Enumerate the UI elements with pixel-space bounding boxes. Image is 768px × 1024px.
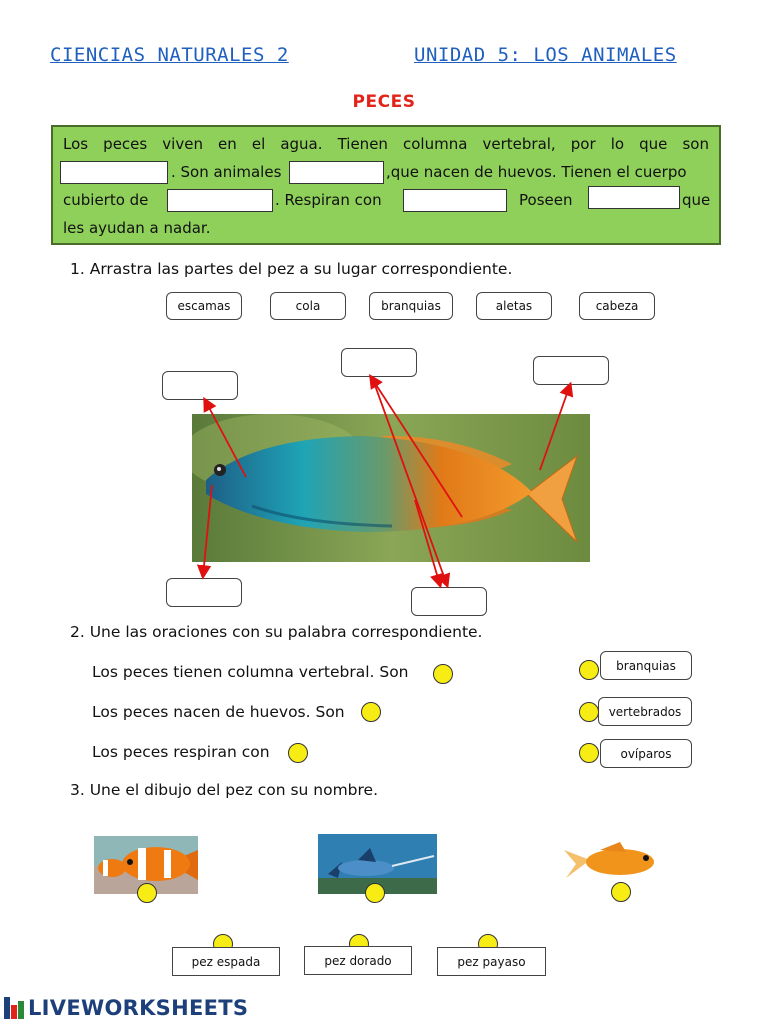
- intro-text-3b: . Respiran con: [275, 191, 382, 209]
- match-dot-swordfish[interactable]: [365, 883, 385, 903]
- sentence-3: Los peces respiran con: [92, 743, 270, 761]
- word-oviparos: ovíparos: [600, 739, 692, 768]
- intro-text-2b: ,que nacen de huevos. Tienen el cuerpo: [386, 163, 687, 181]
- dropzone-bottom-left[interactable]: [166, 578, 242, 607]
- liveworksheets-logo-icon: [4, 997, 24, 1019]
- word-branquias: branquias: [600, 651, 692, 680]
- match-dot-sentence-3[interactable]: [288, 743, 308, 763]
- question-2: 2. Une las oraciones con su palabra correspondiente.: [70, 623, 483, 641]
- match-dot-word-1[interactable]: [579, 660, 599, 680]
- chip-cabeza[interactable]: cabeza: [579, 292, 655, 320]
- chip-cola[interactable]: cola: [270, 292, 346, 320]
- chip-aletas[interactable]: aletas: [476, 292, 552, 320]
- dropzone-top-left[interactable]: [162, 371, 238, 400]
- dropzone-top-middle[interactable]: [341, 348, 417, 377]
- goldfish-image: [560, 836, 665, 886]
- rainbowfish-image: [192, 414, 590, 562]
- unit-header: UNIDAD 5: LOS ANIMALES: [414, 44, 677, 66]
- intro-text-3c: Poseen: [519, 191, 573, 209]
- blank-branquias[interactable]: [403, 189, 507, 212]
- intro-text-2a: . Son animales: [171, 163, 282, 181]
- match-dot-word-3[interactable]: [579, 743, 599, 763]
- footer-brand: LIVEWORKSHEETS: [28, 996, 249, 1020]
- blank-aletas[interactable]: [588, 186, 680, 209]
- blank-escamas[interactable]: [167, 189, 273, 212]
- dropzone-top-right[interactable]: [533, 356, 609, 385]
- intro-box: [51, 125, 721, 245]
- chip-escamas[interactable]: escamas: [166, 292, 242, 320]
- sentence-2: Los peces nacen de huevos. Son: [92, 703, 345, 721]
- intro-text-3d: que: [682, 191, 711, 209]
- question-3: 3. Une el dibujo del pez con su nombre.: [70, 781, 379, 799]
- name-pez-payaso: pez payaso: [437, 947, 546, 976]
- match-dot-clownfish[interactable]: [137, 883, 157, 903]
- page-title: PECES: [352, 92, 416, 112]
- name-pez-espada: pez espada: [172, 947, 280, 976]
- blank-vertebrados[interactable]: [60, 161, 168, 184]
- blank-oviparos[interactable]: [289, 161, 384, 184]
- match-dot-word-2[interactable]: [579, 702, 599, 722]
- question-1: 1. Arrastra las partes del pez a su lugar correspondiente.: [70, 260, 513, 278]
- match-dot-sentence-2[interactable]: [361, 702, 381, 722]
- word-vertebrados: vertebrados: [598, 697, 692, 726]
- subject-header: CIENCIAS NATURALES 2: [50, 44, 289, 66]
- footer-logo: [4, 996, 248, 1020]
- match-dot-goldfish[interactable]: [611, 882, 631, 902]
- intro-text-3a: cubierto de: [63, 191, 149, 209]
- intro-line-4: les ayudan a nadar.: [63, 219, 211, 237]
- chip-branquias[interactable]: branquias: [369, 292, 453, 320]
- name-pez-dorado: pez dorado: [304, 946, 412, 975]
- match-dot-sentence-1[interactable]: [433, 664, 453, 684]
- dropzone-bottom-middle[interactable]: [411, 587, 487, 616]
- intro-line-1: Los peces viven en el agua. Tienen columna vertebral, por lo que son: [63, 135, 709, 153]
- sentence-1: Los peces tienen columna vertebral. Son: [92, 663, 409, 681]
